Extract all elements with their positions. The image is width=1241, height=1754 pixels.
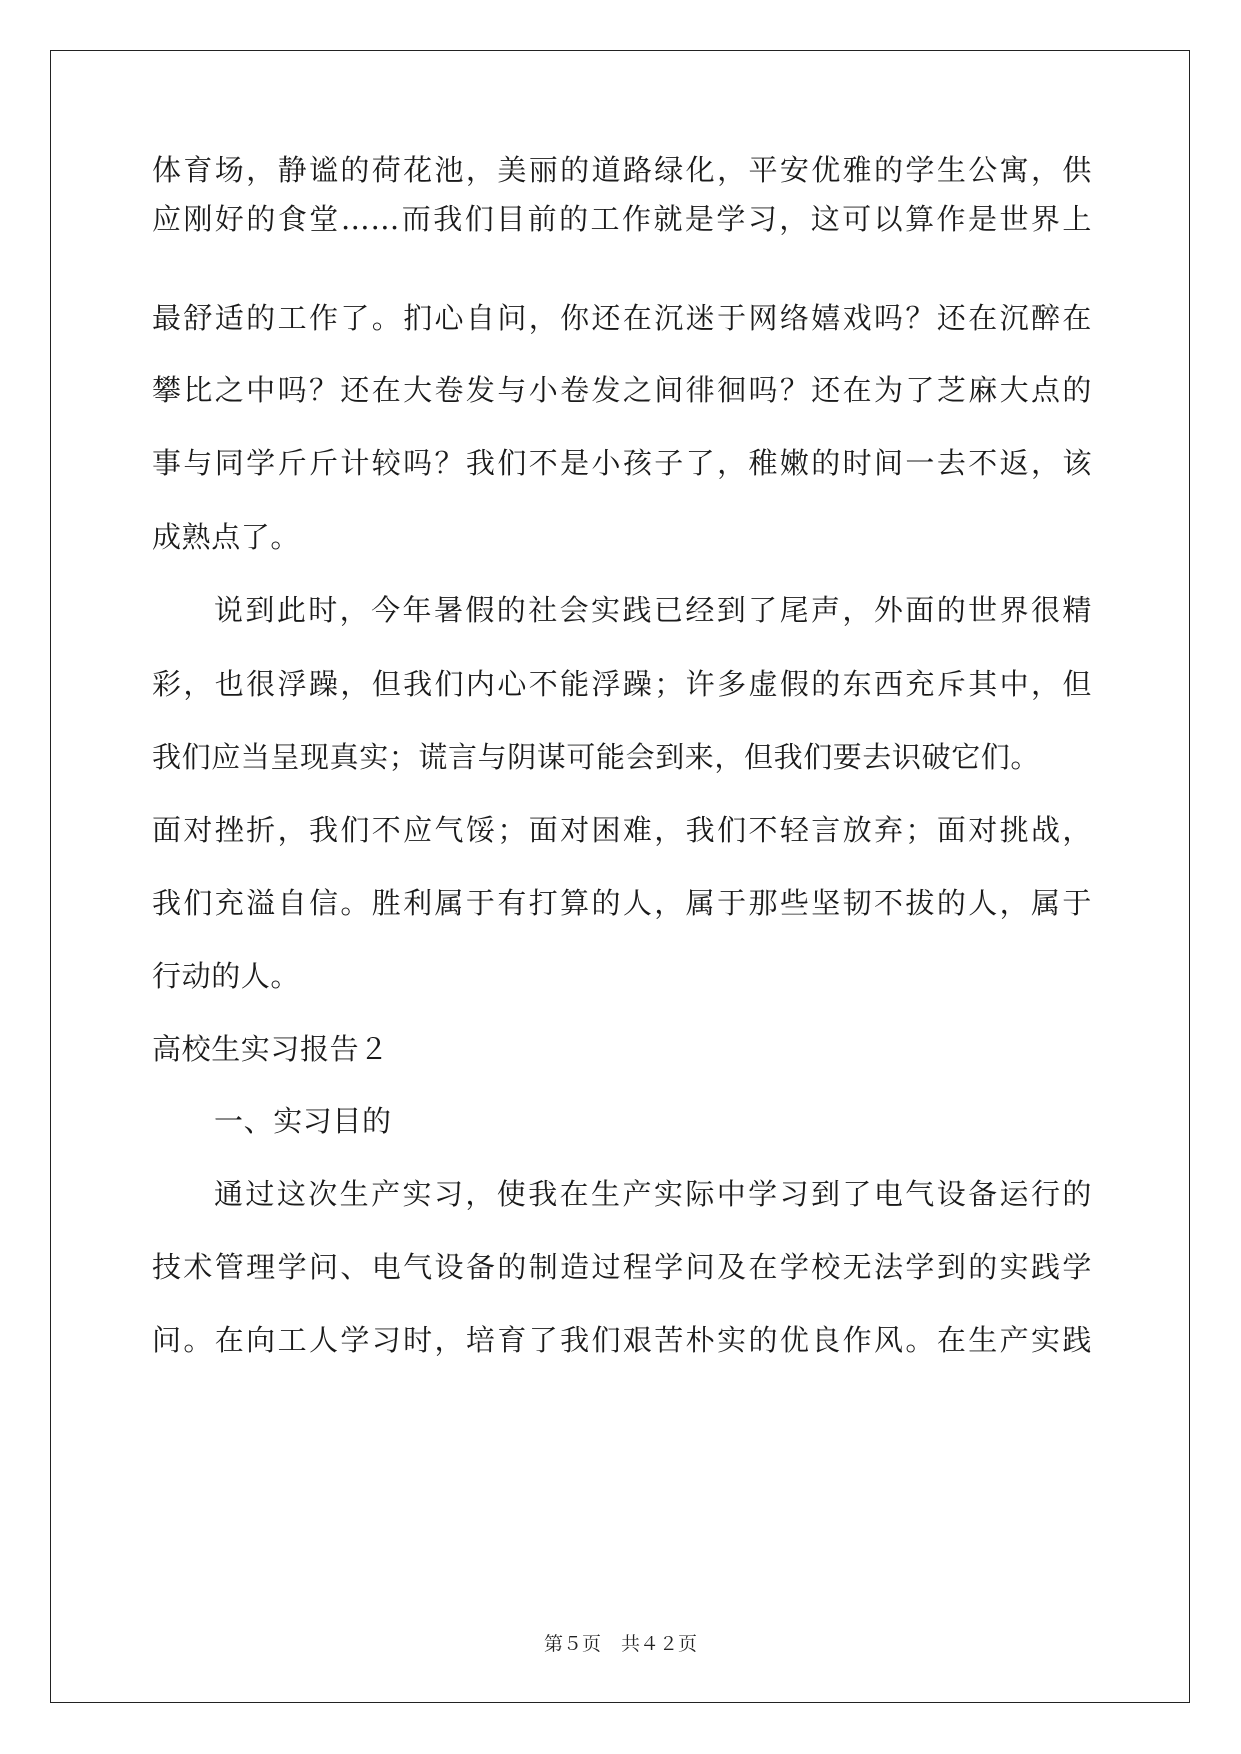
text-line: 攀比之中吗？还在大卷发与小卷发之间徘徊吗？还在为了芝麻大点的 bbox=[152, 373, 1092, 407]
text-line: 彩，也很浮躁，但我们内心不能浮躁；许多虚假的东西充斥其中，但 bbox=[152, 667, 1092, 701]
section-heading: 高校生实习报告２ bbox=[152, 1032, 389, 1066]
text-line: 最舒适的工作了。扪心自问，你还在沉迷于网络嬉戏吗？还在沉醉在 bbox=[152, 301, 1092, 335]
text-line: 行动的人。 bbox=[152, 959, 301, 993]
text-line: 问。在向工人学习时，培育了我们艰苦朴实的优良作风。在生产实践 bbox=[152, 1323, 1092, 1357]
subsection-heading: 一、实习目的 bbox=[214, 1104, 392, 1138]
text-line: 事与同学斤斤计较吗？我们不是小孩子了，稚嫩的时间一去不返，该 bbox=[152, 446, 1092, 480]
text-line: 我们充溢自信。胜利属于有打算的人，属于那些坚韧不拔的人，属于 bbox=[152, 886, 1092, 920]
text-line: 成熟点了。 bbox=[152, 520, 301, 554]
page-footer bbox=[0, 1632, 1241, 1656]
text-line: 我们应当呈现真实；谎言与阴谋可能会到来，但我们要去识破它们。 bbox=[152, 740, 1041, 774]
page-total: 共４２页 bbox=[621, 1633, 698, 1655]
text-line: 面对挫折，我们不应气馁；面对困难，我们不轻言放弃；面对挑战， bbox=[152, 813, 1092, 847]
paragraph-first-line: 说到此时，今年暑假的社会实践已经到了尾声，外面的世界很精 bbox=[214, 593, 1092, 627]
text-line: 体育场，静谧的荷花池，美丽的道路绿化，平安优雅的学生公寓，供 bbox=[152, 153, 1092, 187]
page-number: 第５页 bbox=[543, 1633, 601, 1655]
paragraph-first-line: 通过这次生产实习，使我在生产实际中学习到了电气设备运行的 bbox=[214, 1177, 1092, 1211]
text-line: 技术管理学问、电气设备的制造过程学问及在学校无法学到的实践学 bbox=[152, 1250, 1092, 1284]
text-line: 应刚好的食堂……而我们目前的工作就是学习，这可以算作是世界上 bbox=[152, 202, 1092, 236]
